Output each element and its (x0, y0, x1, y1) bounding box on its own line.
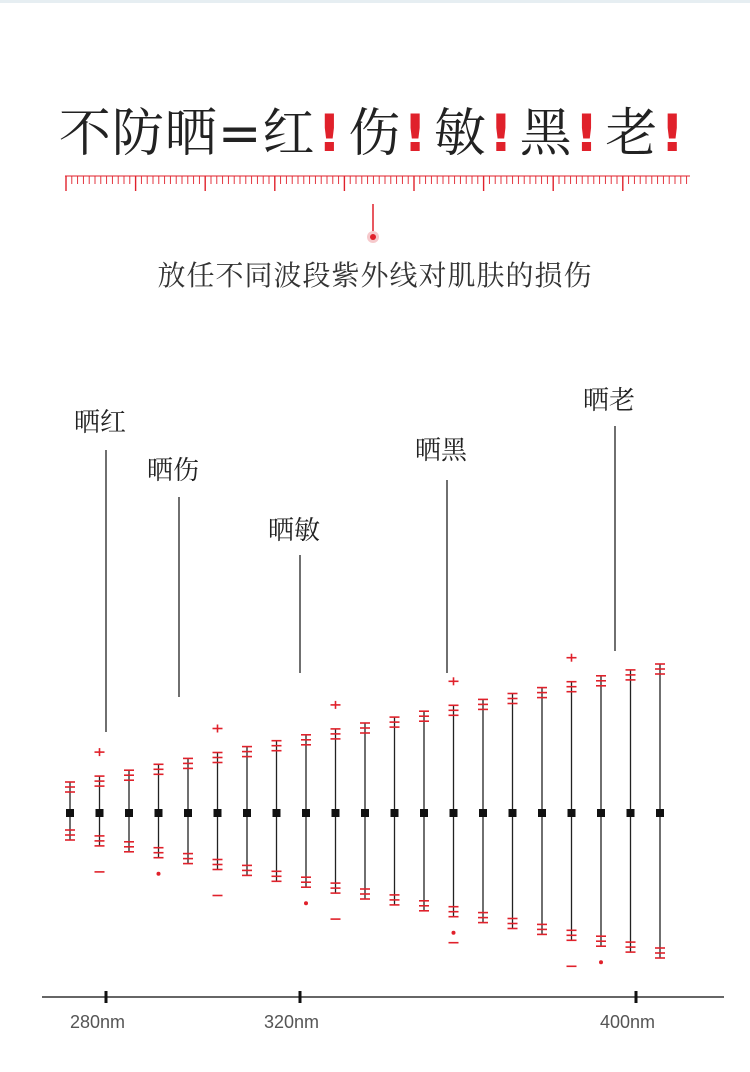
outlier-red-dot (452, 931, 456, 935)
effect-label: 晒老 (583, 386, 636, 416)
outlier-red-dot (599, 960, 603, 964)
data-column (390, 717, 400, 905)
data-column (301, 735, 311, 905)
center-marker (538, 809, 546, 817)
center-marker (450, 809, 458, 817)
headline-prefix: 不防晒= (58, 104, 263, 164)
data-column (213, 725, 223, 896)
center-marker (302, 809, 310, 817)
outlier-red-dot (157, 872, 161, 876)
axis-tick-label: 280nm (70, 1012, 126, 1032)
headline-item-burn: 伤 (348, 104, 402, 164)
data-column (242, 747, 252, 876)
headline-item-aging: 老 (605, 104, 659, 164)
data-column (626, 670, 636, 952)
headline-item-sensitive: 敏 (433, 104, 487, 164)
exclamation-icon: ! (660, 104, 686, 164)
data-column (419, 711, 429, 911)
center-marker (509, 809, 517, 817)
center-marker (627, 809, 635, 817)
exclamation-icon: ! (488, 104, 514, 164)
center-marker (361, 809, 369, 817)
exclamation-icon: ! (317, 104, 343, 164)
data-column (331, 701, 341, 919)
subtitle: 放任不同波段紫外线对肌肤的损伤 (157, 259, 593, 292)
data-column (567, 654, 577, 967)
center-marker (243, 809, 251, 817)
center-marker (597, 809, 605, 817)
center-marker (66, 809, 74, 817)
center-marker (656, 809, 664, 817)
exclamation-icon: ! (574, 104, 600, 164)
data-column (272, 741, 282, 882)
data-column (537, 688, 547, 935)
center-marker (391, 809, 399, 817)
center-marker (479, 809, 487, 817)
data-column (124, 770, 134, 852)
center-marker (214, 809, 222, 817)
center-marker (125, 809, 133, 817)
effect-label: 晒敏 (268, 516, 321, 546)
data-column (360, 723, 370, 899)
axis-tick-label: 320nm (264, 1012, 320, 1032)
center-marker (273, 809, 281, 817)
center-marker (155, 809, 163, 817)
center-marker (568, 809, 576, 817)
center-marker (96, 809, 104, 817)
headline-item-red: 红 (262, 104, 316, 164)
data-column (95, 748, 105, 872)
data-column (449, 677, 459, 942)
effect-label: 晒黑 (415, 436, 468, 466)
effect-label: 晒伤 (147, 456, 200, 486)
data-column (154, 764, 164, 875)
data-column (65, 782, 75, 840)
center-marker (420, 809, 428, 817)
data-column (183, 758, 193, 863)
exclamation-icon: ! (403, 104, 428, 164)
axis-tick-label: 400nm (600, 1012, 656, 1032)
data-column (478, 699, 488, 922)
headline-item-dark: 黑 (519, 104, 573, 164)
outlier-red-dot (304, 901, 308, 905)
center-marker (332, 809, 340, 817)
center-marker (184, 809, 192, 817)
data-column (508, 694, 518, 929)
data-column (596, 676, 606, 964)
data-column (655, 664, 665, 958)
effect-label: 晒红 (74, 408, 127, 438)
